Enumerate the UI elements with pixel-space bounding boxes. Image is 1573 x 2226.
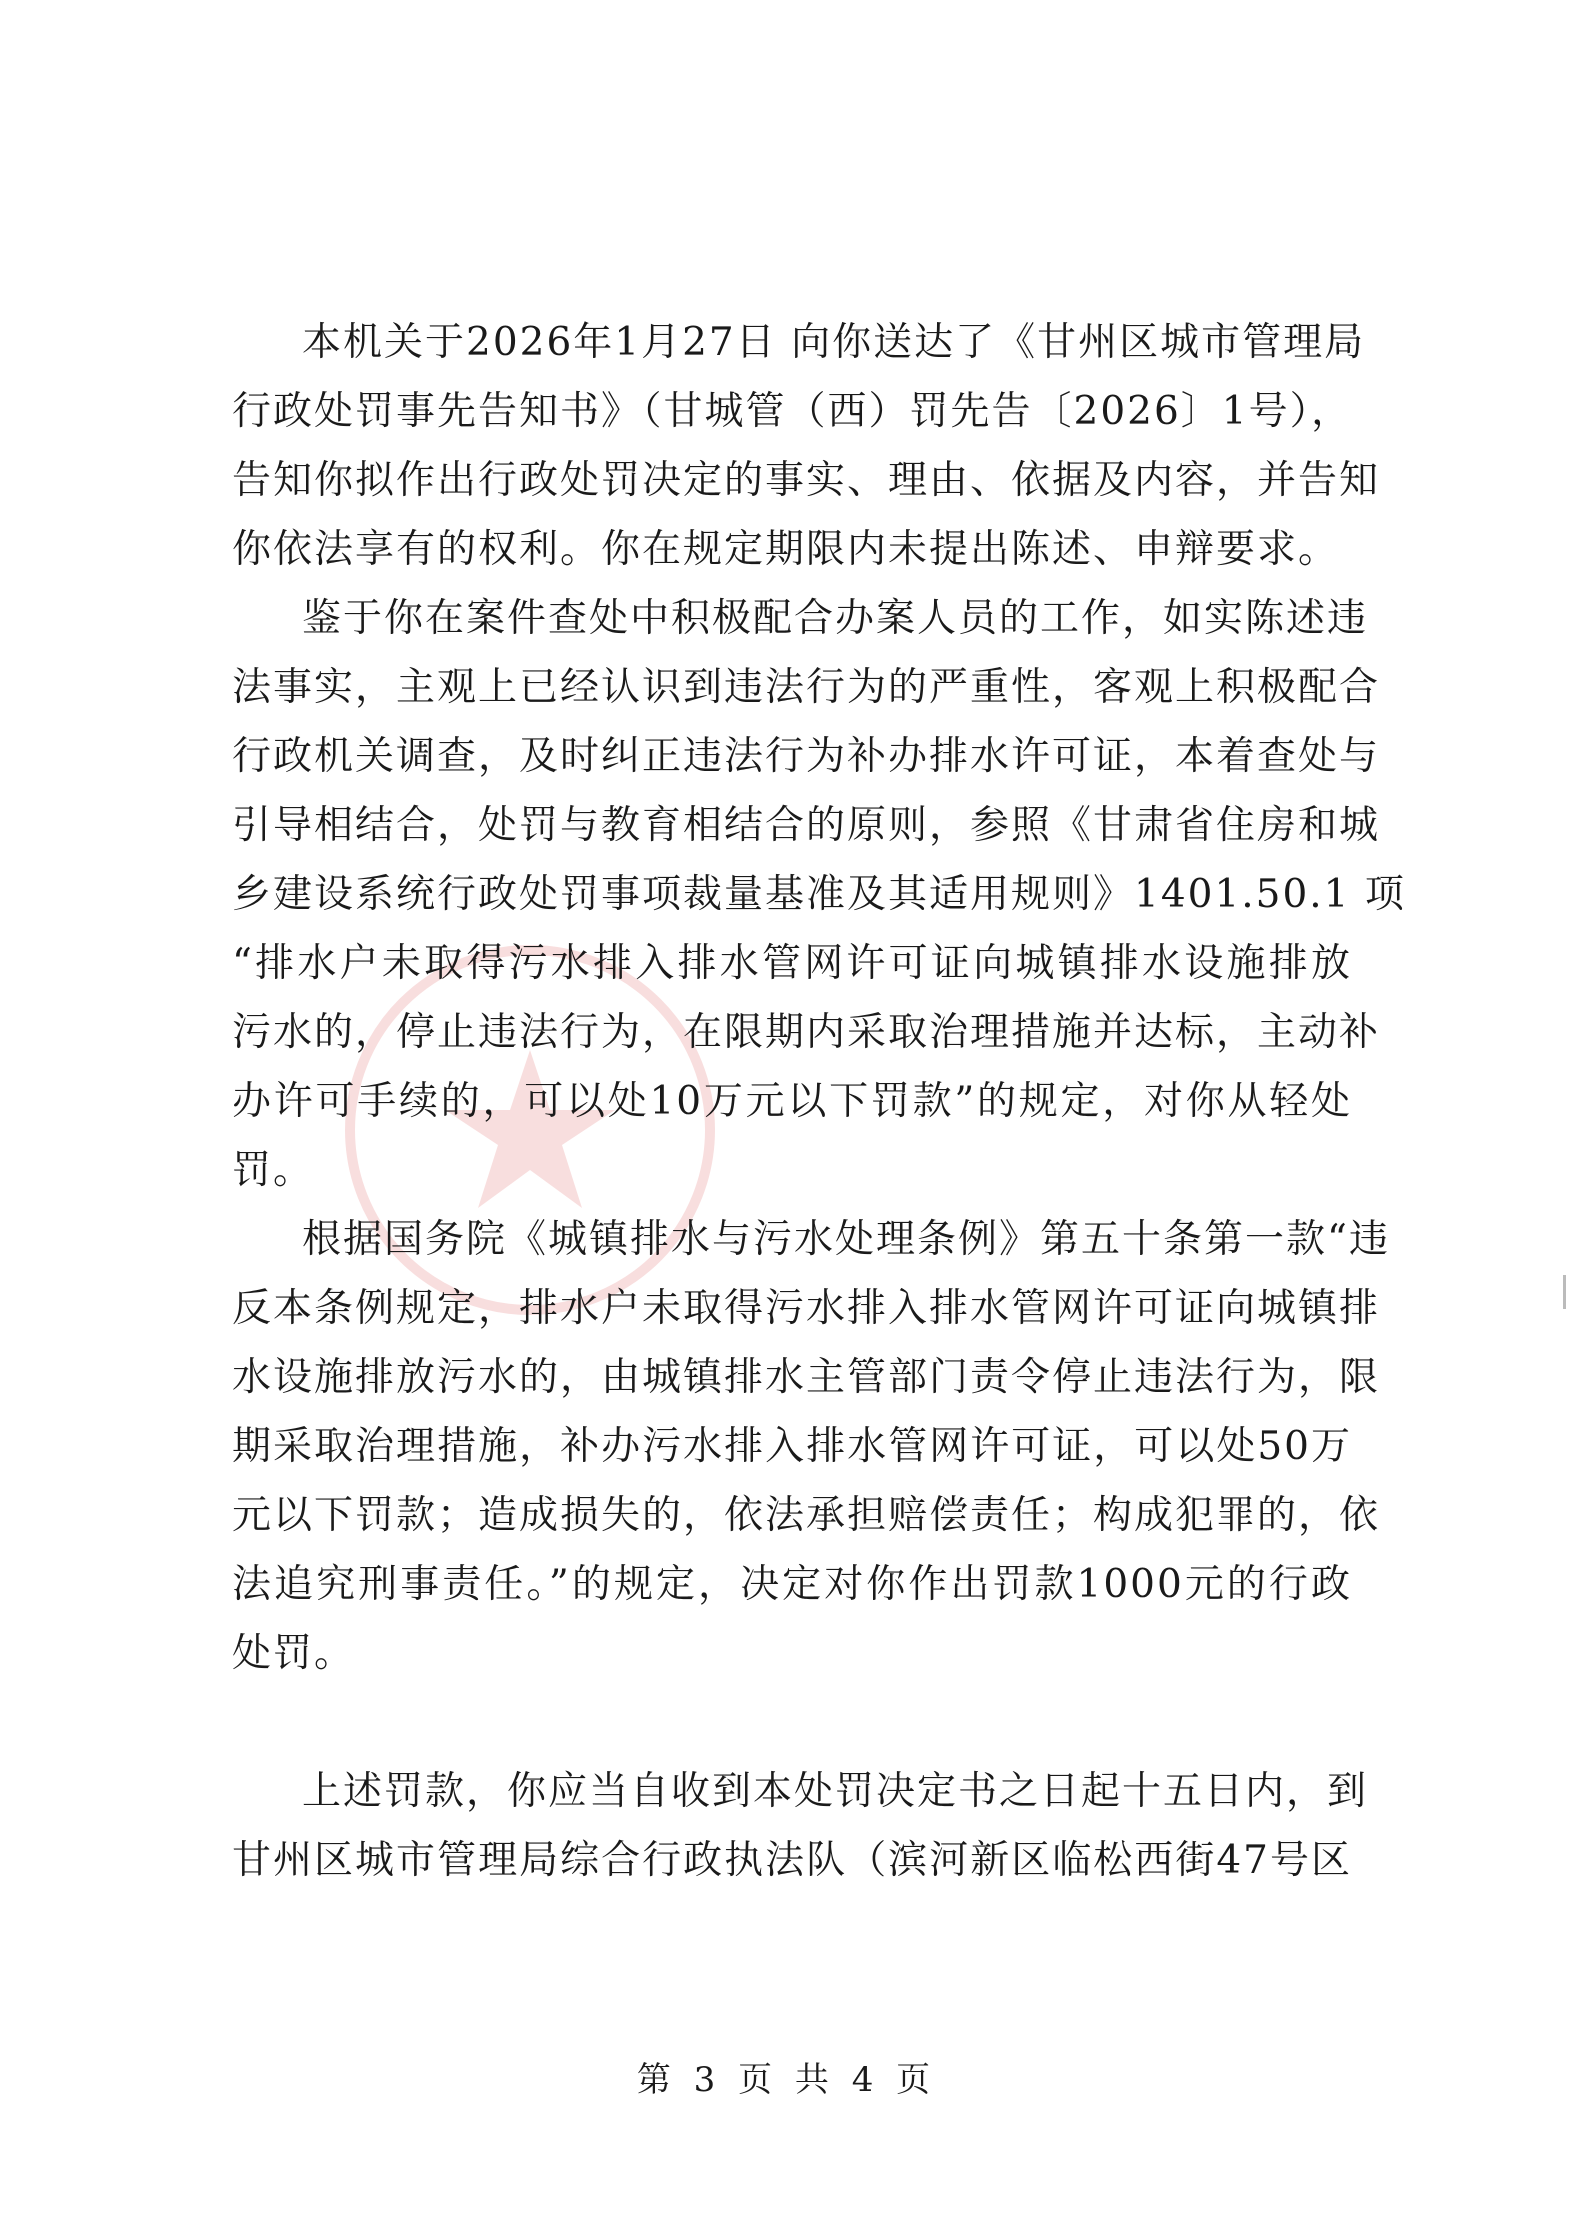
paragraph-2-line-5: 乡建设系统行政处罚事项裁量基准及其适用规则》1401.50.1 项: [232, 872, 1406, 917]
paragraph-1-line-1: 本机关于2026年1月27日 向你送达了《甘州区城市管理局: [302, 320, 1366, 365]
paragraph-4-line-2: 甘州区城市管理局综合行政执法队（滨河新区临松西街47号区: [232, 1838, 1352, 1883]
paragraph-3-line-3: 水设施排放污水的，由城镇排水主管部门责令停止违法行为，限: [232, 1355, 1381, 1400]
paragraph-2-line-3: 行政机关调查，及时纠正违法行为补办排水许可证，本着查处与: [232, 734, 1381, 779]
paragraph-3-line-2: 反本条例规定，排水户未取得污水排入排水管网许可证向城镇排: [232, 1286, 1381, 1331]
paragraph-2-line-1: 鉴于你在案件查处中积极配合办案人员的工作，如实陈述违: [302, 596, 1369, 641]
paragraph-1-line-2: 行政处罚事先告知书》（甘城管（西）罚先告〔2026〕1号），: [232, 389, 1353, 434]
page-number-footer: 第 3 页 共 4 页: [636, 2060, 937, 2100]
paragraph-2-line-7: 污水的，停止违法行为，在限期内采取治理措施并达标，主动补: [232, 1010, 1381, 1055]
paragraph-3-line-4: 期采取治理措施，补办污水排入排水管网许可证，可以处50万: [232, 1424, 1352, 1469]
paragraph-1-line-3: 告知你拟作出行政处罚决定的事实、理由、依据及内容，并告知: [232, 458, 1381, 503]
paragraph-2-line-9: 罚。: [232, 1148, 315, 1193]
scan-edge-mark: [1563, 1275, 1566, 1309]
paragraph-3-line-7: 处罚。: [232, 1631, 356, 1676]
paragraph-3-line-5: 元以下罚款；造成损失的，依法承担赔偿责任；构成犯罪的，依: [232, 1493, 1381, 1538]
paragraph-2-line-4: 引导相结合，处罚与教育相结合的原则，参照《甘肃省住房和城: [232, 803, 1381, 848]
paragraph-2-line-2: 法事实，主观上已经认识到违法行为的严重性，客观上积极配合: [232, 665, 1381, 710]
paragraph-3-line-6: 法追究刑事责任。”的规定，决定对你作出罚款1000元的行政: [232, 1562, 1352, 1607]
paragraph-2-line-8: 办许可手续的，可以处10万元以下罚款”的规定，对你从轻处: [232, 1079, 1352, 1124]
paragraph-3-line-1: 根据国务院《城镇排水与污水处理条例》第五十条第一款“违: [302, 1217, 1390, 1262]
official-seal-watermark: [330, 930, 730, 1330]
paragraph-2-line-6: “排水户未取得污水排入排水管网许可证向城镇排水设施排放: [232, 941, 1352, 986]
paragraph-4-line-1: 上述罚款，你应当自收到本处罚决定书之日起十五日内，到: [302, 1769, 1369, 1814]
paragraph-1-line-4: 你依法享有的权利。你在规定期限内未提出陈述、申辩要求。: [232, 527, 1340, 572]
